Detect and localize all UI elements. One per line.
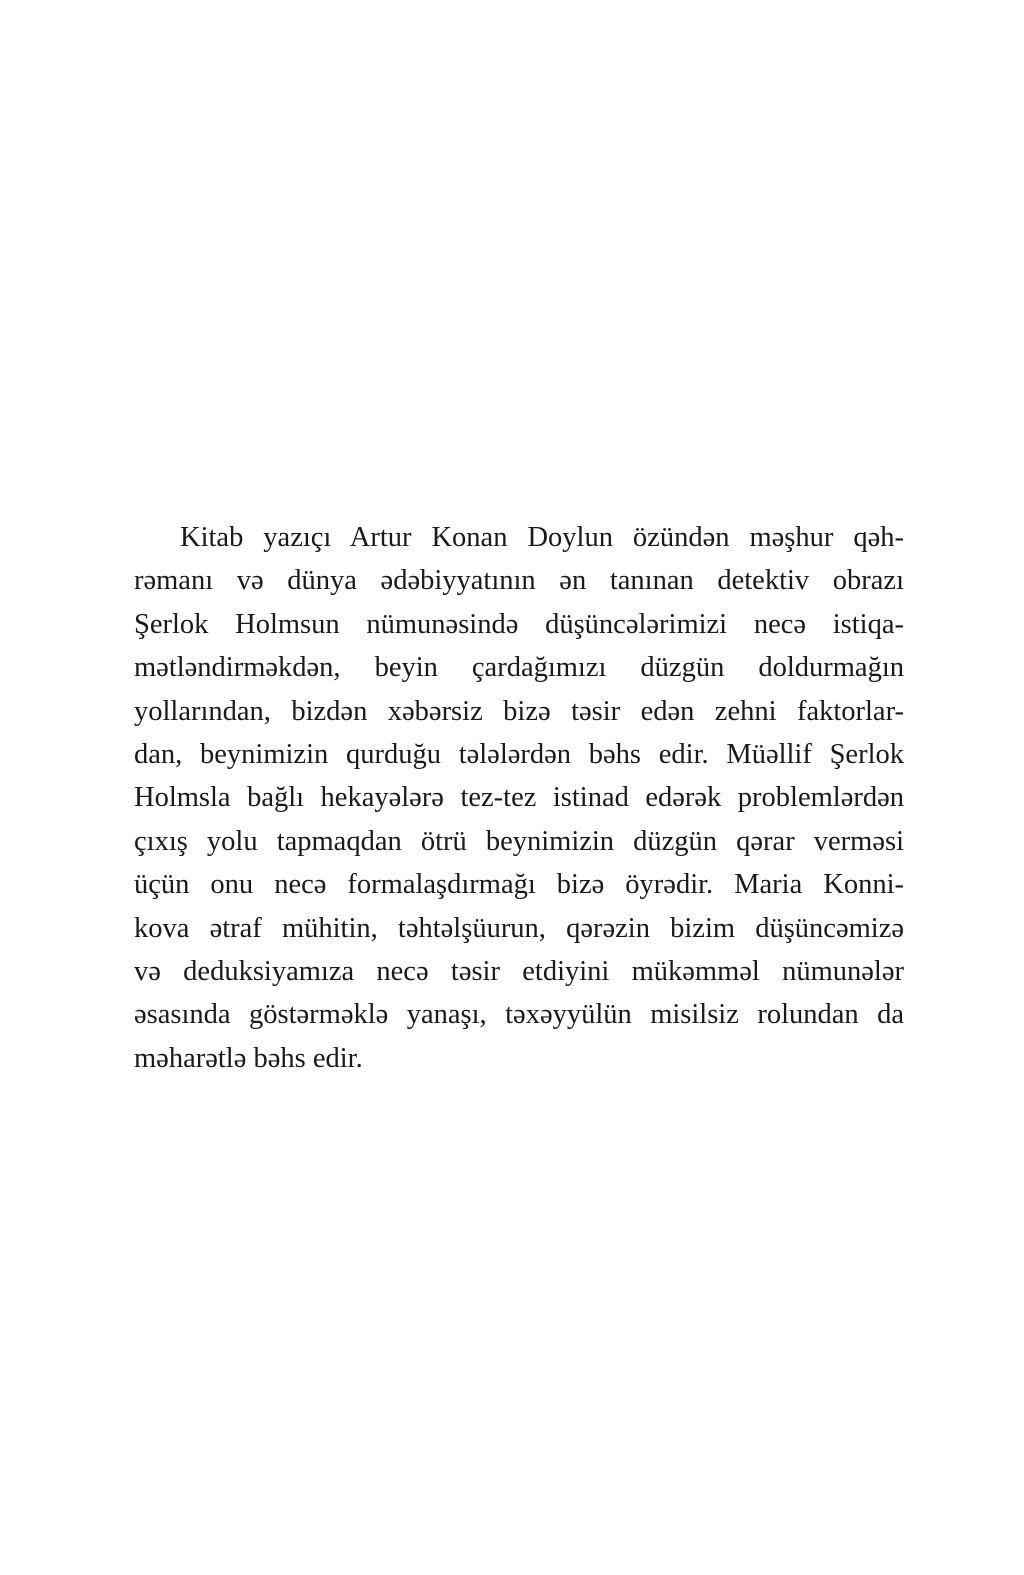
paragraph-line: Şerlok Holmsun nümunəsində düşüncələrimizi necə istiqa- bbox=[134, 608, 904, 640]
paragraph-line: çıxış yolu tapmaqdan ötrü beynimizin düzgün qərar verməsi bbox=[134, 825, 904, 857]
paragraph-line: və deduksiyamıza necə təsir etdiyini mükəmməl nümunələr bbox=[134, 955, 904, 987]
paragraph-line: yollarından, bizdən xəbərsiz bizə təsir edən zehni faktorlar- bbox=[134, 695, 904, 727]
body-paragraph bbox=[134, 516, 904, 1080]
paragraph-line: məharətlə bəhs edir. bbox=[134, 1042, 363, 1074]
paragraph-line: dan, beynimizin qurduğu tələlərdən bəhs edir. Müəllif Şerlok bbox=[134, 738, 904, 770]
paragraph-line: Kitab yazıçı Artur Konan Doylun özündən məşhur qəh- bbox=[180, 522, 904, 553]
paragraph-line: əsasında göstərməklə yanaşı, təxəyyülün misilsiz rolundan da bbox=[134, 999, 904, 1031]
paragraph-line: Holmsla bağlı hekayələrə tez-tez istinad edərək problemlərdən bbox=[134, 782, 904, 814]
paragraph-line: kova ətraf mühitin, təhtəlşüurun, qərəzin bizim düşüncəmizə bbox=[134, 912, 904, 944]
paragraph-line: rəmanı və dünya ədəbiyyatının ən tanınan detektiv obrazı bbox=[134, 565, 904, 597]
paragraph-line: üçün onu necə formalaşdırmağı bizə öyrədir. Maria Konni- bbox=[134, 869, 904, 901]
paragraph-line: mətləndirməkdən, beyin çardağımızı düzgün doldurmağın bbox=[134, 652, 904, 684]
